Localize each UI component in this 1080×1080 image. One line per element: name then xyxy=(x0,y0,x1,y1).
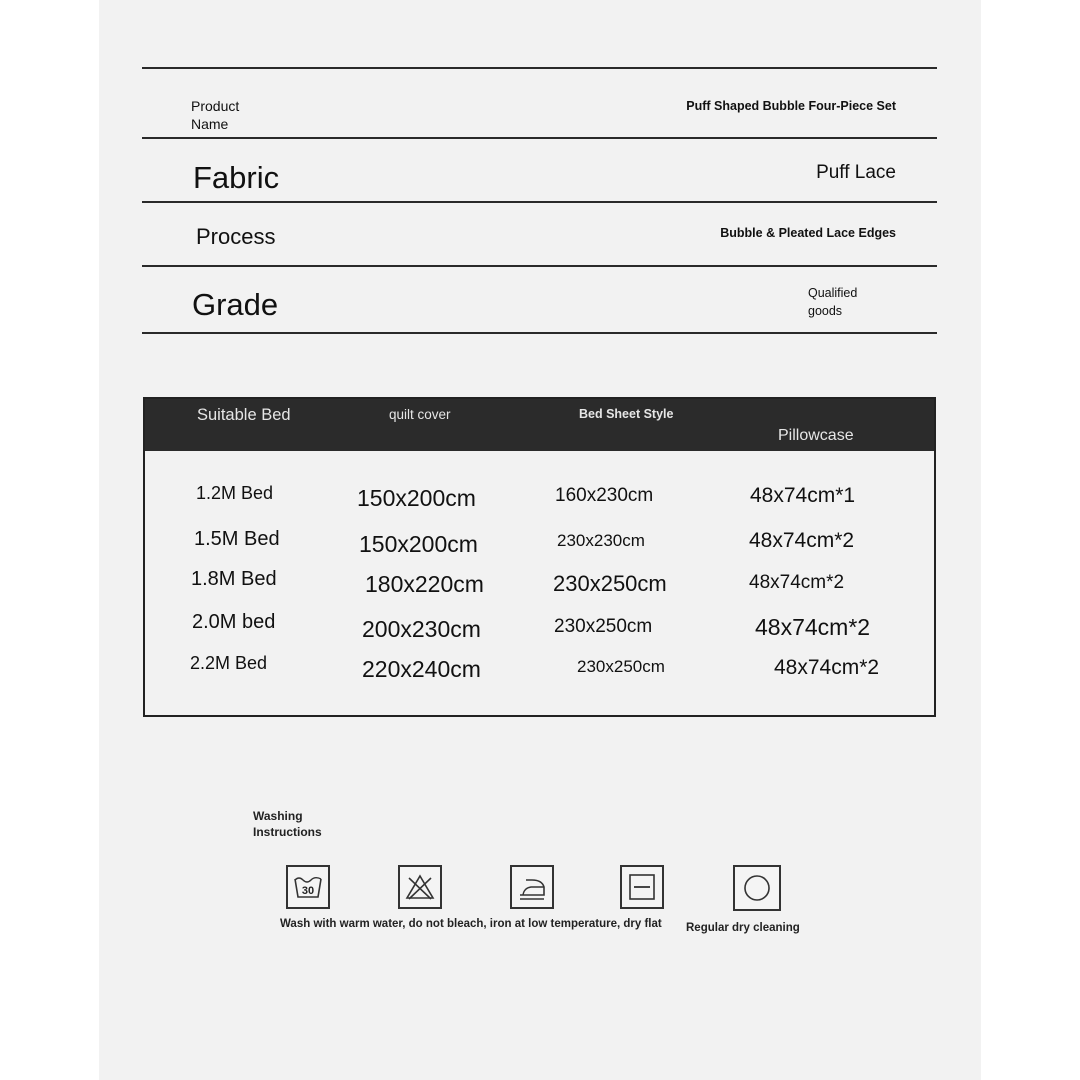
spec-value-product-name: Puff Shaped Bubble Four-Piece Set xyxy=(686,99,896,113)
table-cell: 48x74cm*2 xyxy=(774,656,880,679)
table-cell: 230x250cm xyxy=(554,616,653,637)
table-cell: 230x250cm xyxy=(553,571,667,596)
dry-flat-icon xyxy=(620,865,664,909)
dry-clean-caption: Regular dry cleaning xyxy=(686,922,800,934)
header-quilt-cover: quilt cover xyxy=(389,407,451,422)
spec-label-grade: Grade xyxy=(192,287,279,322)
table-cell: 48x74cm*2 xyxy=(755,614,871,640)
table-cell: 220x240cm xyxy=(362,656,481,682)
spec-value-grade: Qualified goods xyxy=(808,286,858,318)
table-cell: 150x200cm xyxy=(357,485,476,511)
no-bleach-icon xyxy=(398,865,442,909)
table-cell: 1.5M Bed xyxy=(194,528,280,550)
divider xyxy=(142,67,937,69)
table-cell: 1.2M Bed xyxy=(196,483,274,503)
table-cell: 2.2M Bed xyxy=(190,653,268,673)
table-cell: 180x220cm xyxy=(365,571,484,597)
divider xyxy=(142,201,937,203)
washing-title: Washing Instructions xyxy=(253,809,322,839)
table-cell: 230x250cm xyxy=(577,657,665,676)
svg-text:30: 30 xyxy=(301,885,315,897)
table-cell: 48x74cm*2 xyxy=(749,529,855,552)
table-cell: 1.8M Bed xyxy=(191,568,277,590)
wash-30-icon xyxy=(286,865,330,909)
header-suitable-bed: Suitable Bed xyxy=(197,406,291,424)
table-cell: 48x74cm*1 xyxy=(750,484,856,507)
table-cell: 230x230cm xyxy=(557,531,645,550)
table-cell: 150x200cm xyxy=(359,531,478,557)
iron-low-icon xyxy=(510,865,554,909)
table-cell: 2.0M bed xyxy=(192,611,276,633)
spec-value-process: Bubble & Pleated Lace Edges xyxy=(720,226,896,240)
washing-caption: Wash with warm water, do not bleach, iron at low temperature, dry flat xyxy=(280,918,662,930)
spec-label-product-name: Product Name xyxy=(191,98,240,132)
divider xyxy=(142,332,937,334)
divider xyxy=(142,137,937,139)
size-table xyxy=(143,397,936,717)
table-cell: 160x230cm xyxy=(555,485,654,506)
header-bed-sheet-style: Bed Sheet Style xyxy=(579,407,674,421)
header-pillowcase: Pillowcase xyxy=(778,427,854,444)
spec-value-fabric: Puff Lace xyxy=(816,162,896,183)
spec-label-fabric: Fabric xyxy=(193,160,280,195)
divider xyxy=(142,265,937,267)
table-cell: 48x74cm*2 xyxy=(749,572,845,593)
table-cell: 200x230cm xyxy=(362,616,481,642)
spec-label-process: Process xyxy=(196,224,276,249)
dry-clean-icon xyxy=(733,865,781,911)
table-header xyxy=(145,399,934,451)
